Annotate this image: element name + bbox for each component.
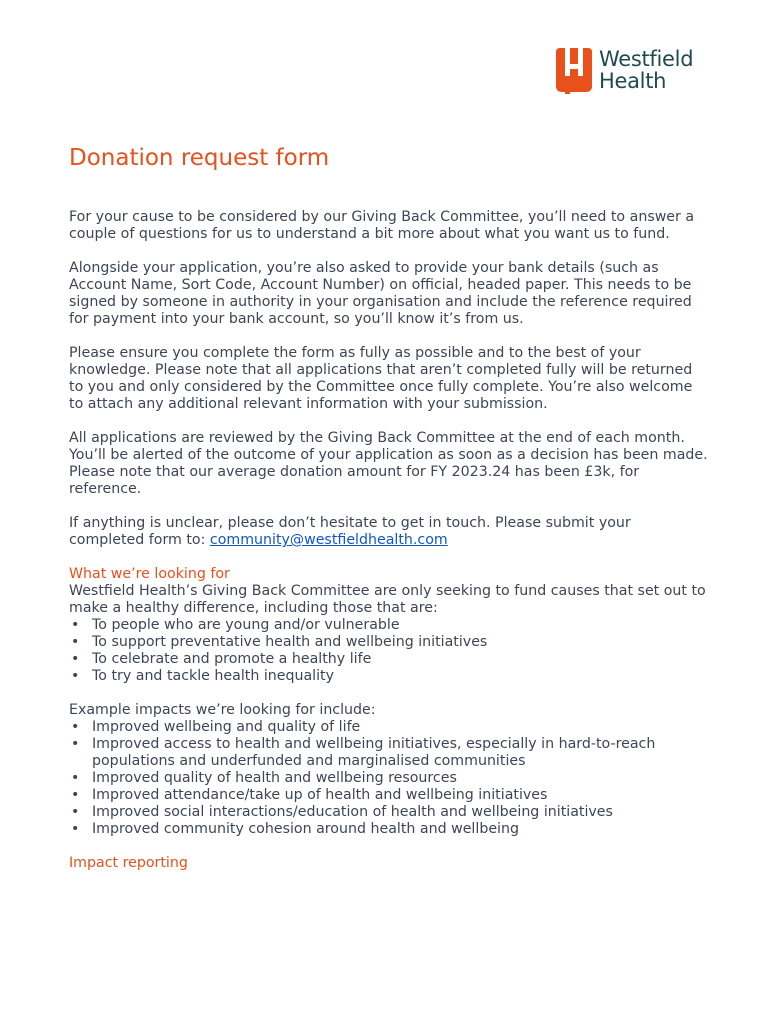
westfield-health-logo (553, 46, 693, 94)
list-item: • To celebrate and promote a healthy life (69, 651, 709, 668)
document-body (69, 143, 709, 872)
contact-email-link[interactable]: community@westfieldhealth.com (209, 532, 448, 548)
list-item: • To try and tackle health inequality (69, 668, 709, 685)
completion-paragraph: Please ensure you complete the form as fully as possible and to the best of your knowledge. Please note that all applications that aren’t completed fully will be returned to you and only considered by the Committee once fully complete. You’re also welcome to attach any additional relevant information with your submission. (69, 345, 693, 412)
contact-paragraph (69, 515, 709, 549)
logo-line-2: Health (599, 69, 667, 93)
list-item: • Improved quality of health and wellbeing resources (69, 770, 709, 787)
contact-text: If anything is unclear, please don’t hesitate to get in touch. Please submit your completed form to: (69, 515, 631, 548)
list-item: • Improved attendance/take up of health and wellbeing initiatives (69, 787, 709, 804)
impacts-intro: Example impacts we’re looking for include: (69, 702, 376, 718)
page-title: Donation request form (69, 145, 330, 171)
list-item: • Improved community cohesion around health and wellbeing (69, 821, 709, 838)
impact-reporting-heading: Impact reporting (69, 855, 188, 871)
westfield-logo-mark-icon (553, 46, 595, 94)
review-paragraph: All applications are reviewed by the Giving Back Committee at the end of each month. You’ll be alerted of the outcome of your application as soon as a decision has been made. Please note that our average donation amount for FY 2023.24 has been £3k, for reference. (69, 430, 708, 497)
logo-line-1: Westfield (599, 47, 694, 71)
list-item: • To support preventative health and wellbeing initiatives (69, 634, 709, 651)
list-item: • Improved social interactions/education of health and wellbeing initiatives (69, 804, 709, 821)
logo-wordmark (599, 48, 693, 92)
impacts-list (69, 719, 709, 838)
looking-for-heading: What we’re looking for (69, 566, 230, 582)
list-item: • To people who are young and/or vulnerable (69, 617, 709, 634)
list-item: • Improved access to health and wellbeing initiatives, especially in hard-to-reach populations and underfunded and marginalised communities (69, 736, 709, 770)
bank-details-paragraph: Alongside your application, you’re also asked to provide your bank details (such as Account Name, Sort Code, Account Number) on official, headed paper. This needs to be signed by someone in authority in your organisation and include the reference required for payment into your bank account, so you’ll know it’s from us. (69, 260, 692, 327)
looking-for-list (69, 617, 709, 685)
list-item: • Improved wellbeing and quality of life (69, 719, 709, 736)
intro-paragraph: For your cause to be considered by our Giving Back Committee, you’ll need to answer a couple of questions for us to understand a bit more about what you want us to fund. (69, 209, 695, 242)
looking-for-intro: Westfield Health’s Giving Back Committee are only seeking to fund causes that set out to make a healthy difference, including those that are: (69, 583, 706, 616)
